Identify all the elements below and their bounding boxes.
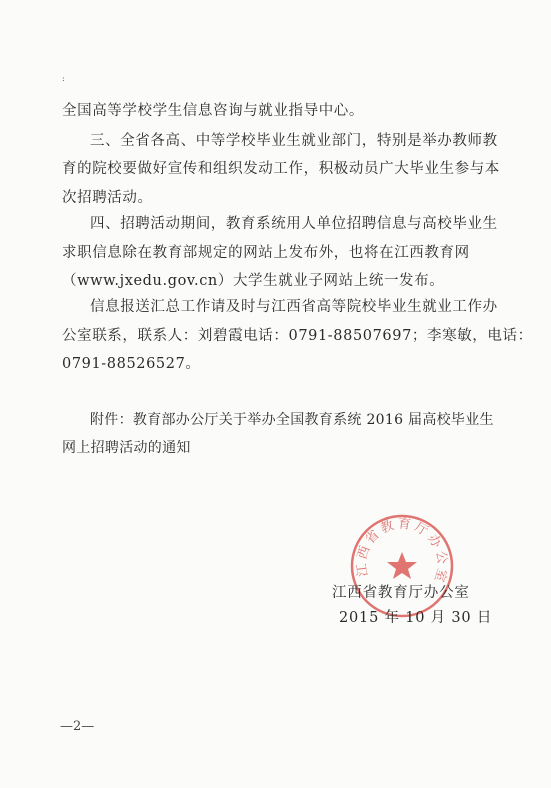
paragraph-line: 0791-88526527。 — [62, 356, 201, 372]
paragraph-line: 四、招聘活动期间，教育系统用人单位招聘信息与高校毕业生 — [90, 216, 498, 232]
paragraph-line: 求职信息除在教育部规定的网站上发布外，也将在江西教育网 — [62, 245, 470, 261]
issue-date: 2015 年 10 月 30 日 — [339, 610, 493, 626]
svg-text:江西省教育厅办公室: 江西省教育厅办公室 — [354, 516, 450, 587]
attachment-line: 附件：教育部办公厅关于举办全国教育系统 2016 届高校毕业生 — [90, 412, 494, 428]
paragraph-line: 公室联系，联系人：刘碧霞电话：0791-88507697；李寒敏，电话： — [62, 328, 533, 344]
issuer-signature: 江西省教育厅办公室 — [332, 585, 470, 601]
paragraph-line: 次招聘活动。 — [62, 190, 153, 206]
attachment-line: 网上招聘活动的通知 — [62, 440, 191, 456]
page-number: —2— — [60, 719, 95, 734]
paragraph-line: 全国高等学校学生信息咨询与就业指导中心。 — [62, 103, 364, 119]
paragraph-line: 育的院校要做好宣传和组织发动工作，积极动员广大毕业生参与本 — [62, 161, 500, 177]
paragraph-line: 三、全省各高、中等学校毕业生就业部门，特别是举办教师教 — [90, 133, 498, 149]
official-seal-stamp — [348, 512, 456, 620]
top-mark: : — [62, 74, 65, 83]
paragraph-line: 信息报送汇总工作请及时与江西省高等院校毕业生就业工作办 — [90, 299, 498, 315]
paragraph-line: （www.jxedu.gov.cn）大学生就业子网站上统一发布。 — [62, 273, 445, 289]
